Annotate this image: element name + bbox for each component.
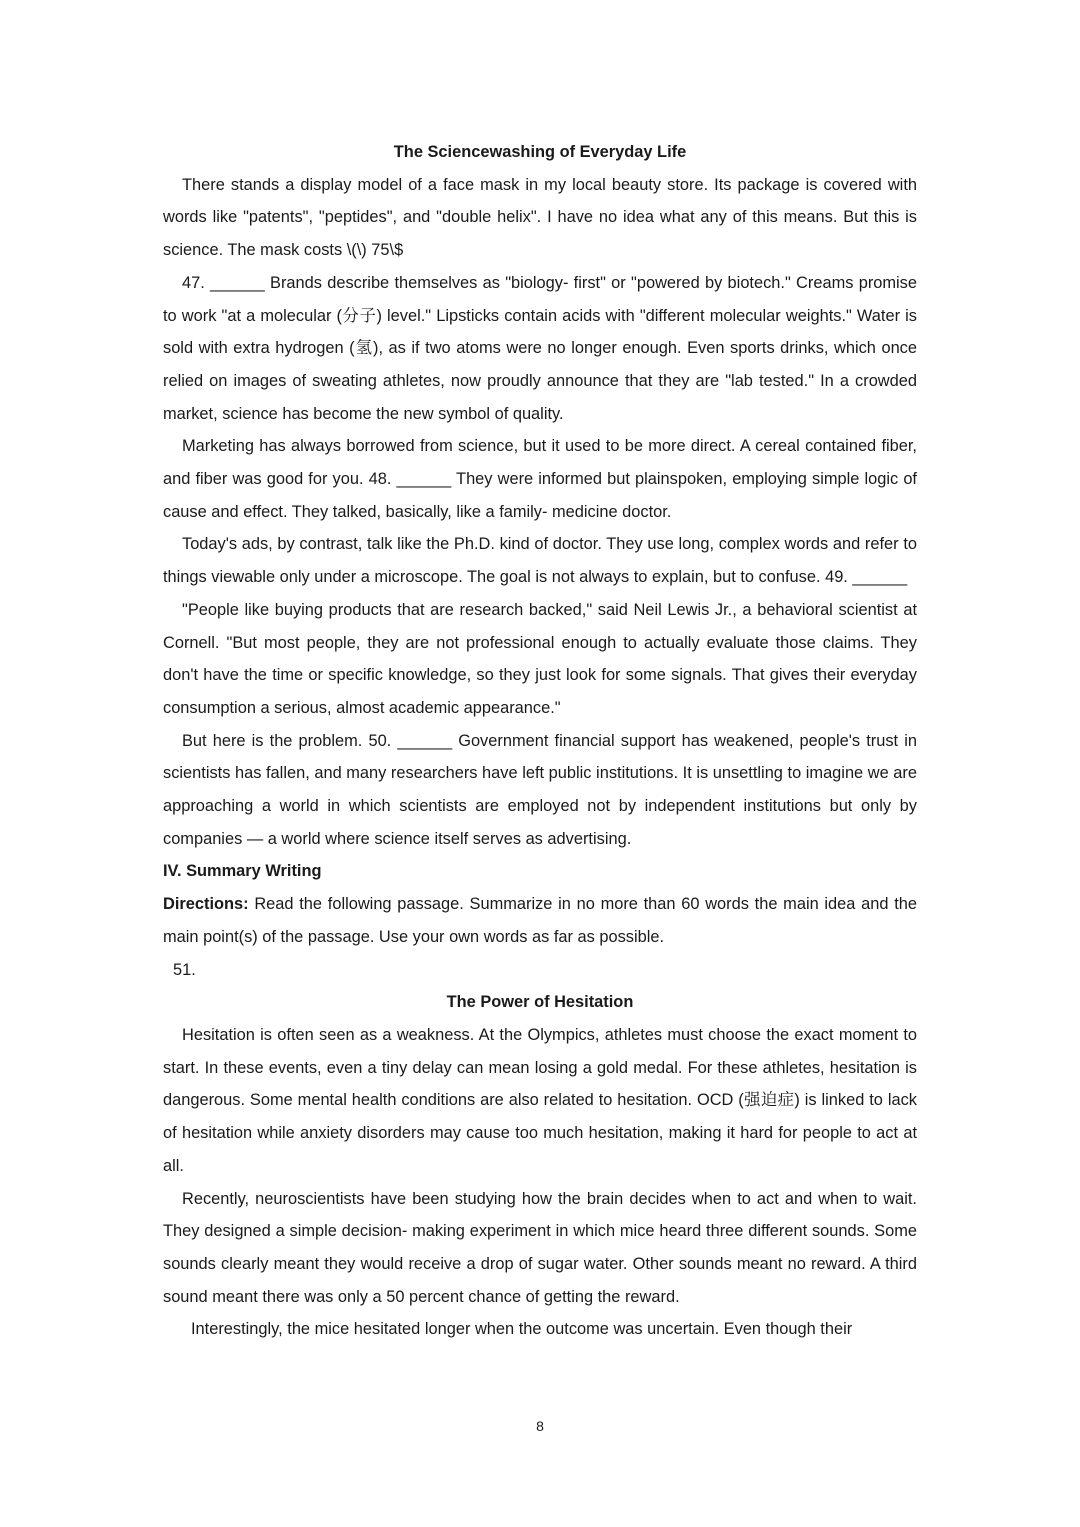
paragraph-48: Marketing has always borrowed from science, but it used to be more direct. A cereal contained fiber, and fiber was good for you. 48. ______ They were informed but plainspoken, employing simple logic of cause and effect. They talked, basically, like a family- medicine doctor. <box>163 437 917 521</box>
paragraph: Recently, neuroscientists have been studying how the brain decides when to act and when to wait. They designed a simple decision- making experiment in which mice heard three different sounds. Some sounds clearly meant they would receive a drop of sugar water. Other sounds meant no reward. A third sound meant there was only a 50 percent chance of getting the reward. <box>163 1189 917 1306</box>
paragraph-49: Today's ads, by contrast, talk like the Ph.D. kind of doctor. They use long, complex words and refer to things viewable only under a microscope. The goal is not always to explain, but to confuse. 49. ______ <box>163 535 917 587</box>
passage-title: The Sciencewashing of Everyday Life <box>393 143 687 161</box>
paragraph: Hesitation is often seen as a weakness. At the Olympics, athletes must choose the exact moment to start. In these events, even a tiny delay can mean losing a gold medal. For these athletes, hesitation is dangerous. Some mental health conditions are also related to hesitation. OCD (强迫症) is linked to lack of hesitation while anxiety disorders may cause too much hesitation, making it hard for people to act at all. <box>163 1025 917 1175</box>
paragraph-quote: "People like buying products that are research backed," said Neil Lewis Jr., a behavioral scientist at Cornell. "But most people, they are not professional enough to actually evaluate those claims. They don't have the time or specific knowledge, so they just look for some signals. That gives their everyday consumption a serious, almost academic appearance." <box>163 600 917 717</box>
paragraph-47: 47. ______ Brands describe themselves as "biology- first" or "powered by biotech." Creams promise to work "at a molecular (分子) level." Lipsticks contain acids with "different molecular weights." Water is sold with extra hydrogen (氢), as if two atoms were no longer enough. Even sports drinks, which once relied on images of sweating athletes, now proudly announce that they are "lab tested." In a crowded market, science has become the new symbol of quality. <box>163 273 917 423</box>
page-number: 8 <box>536 1418 544 1434</box>
directions-text: Read the following passage. Summarize in no more than 60 words the main idea and the main point(s) of the passage. Use your own words as far as possible. <box>163 895 917 946</box>
directions-label: Directions: <box>163 895 249 914</box>
paragraph-50: But here is the problem. 50. ______ Government financial support has weakened, people's trust in scientists has fallen, and many researchers have left public institutions. It is unsettling to imagine we are approaching a world in which scientists are employed not by independent institutions but only by companies — a world where science itself serves as advertising. <box>163 731 917 848</box>
paragraph: Interestingly, the mice hesitated longer when the outcome was uncertain. Even though their <box>191 1320 853 1339</box>
passage-title: The Power of Hesitation <box>446 993 634 1012</box>
directions <box>163 888 917 953</box>
section-heading: IV. Summary Writing <box>163 862 322 881</box>
document-page <box>163 136 917 1346</box>
question-number: 51. <box>173 960 196 979</box>
paragraph: There stands a display model of a face mask in my local beauty store. Its package is covered with words like "patents", "peptides", and "double helix". I have no idea what any of this means. But this is science. The mask costs \(\) 75\$ <box>163 175 917 260</box>
